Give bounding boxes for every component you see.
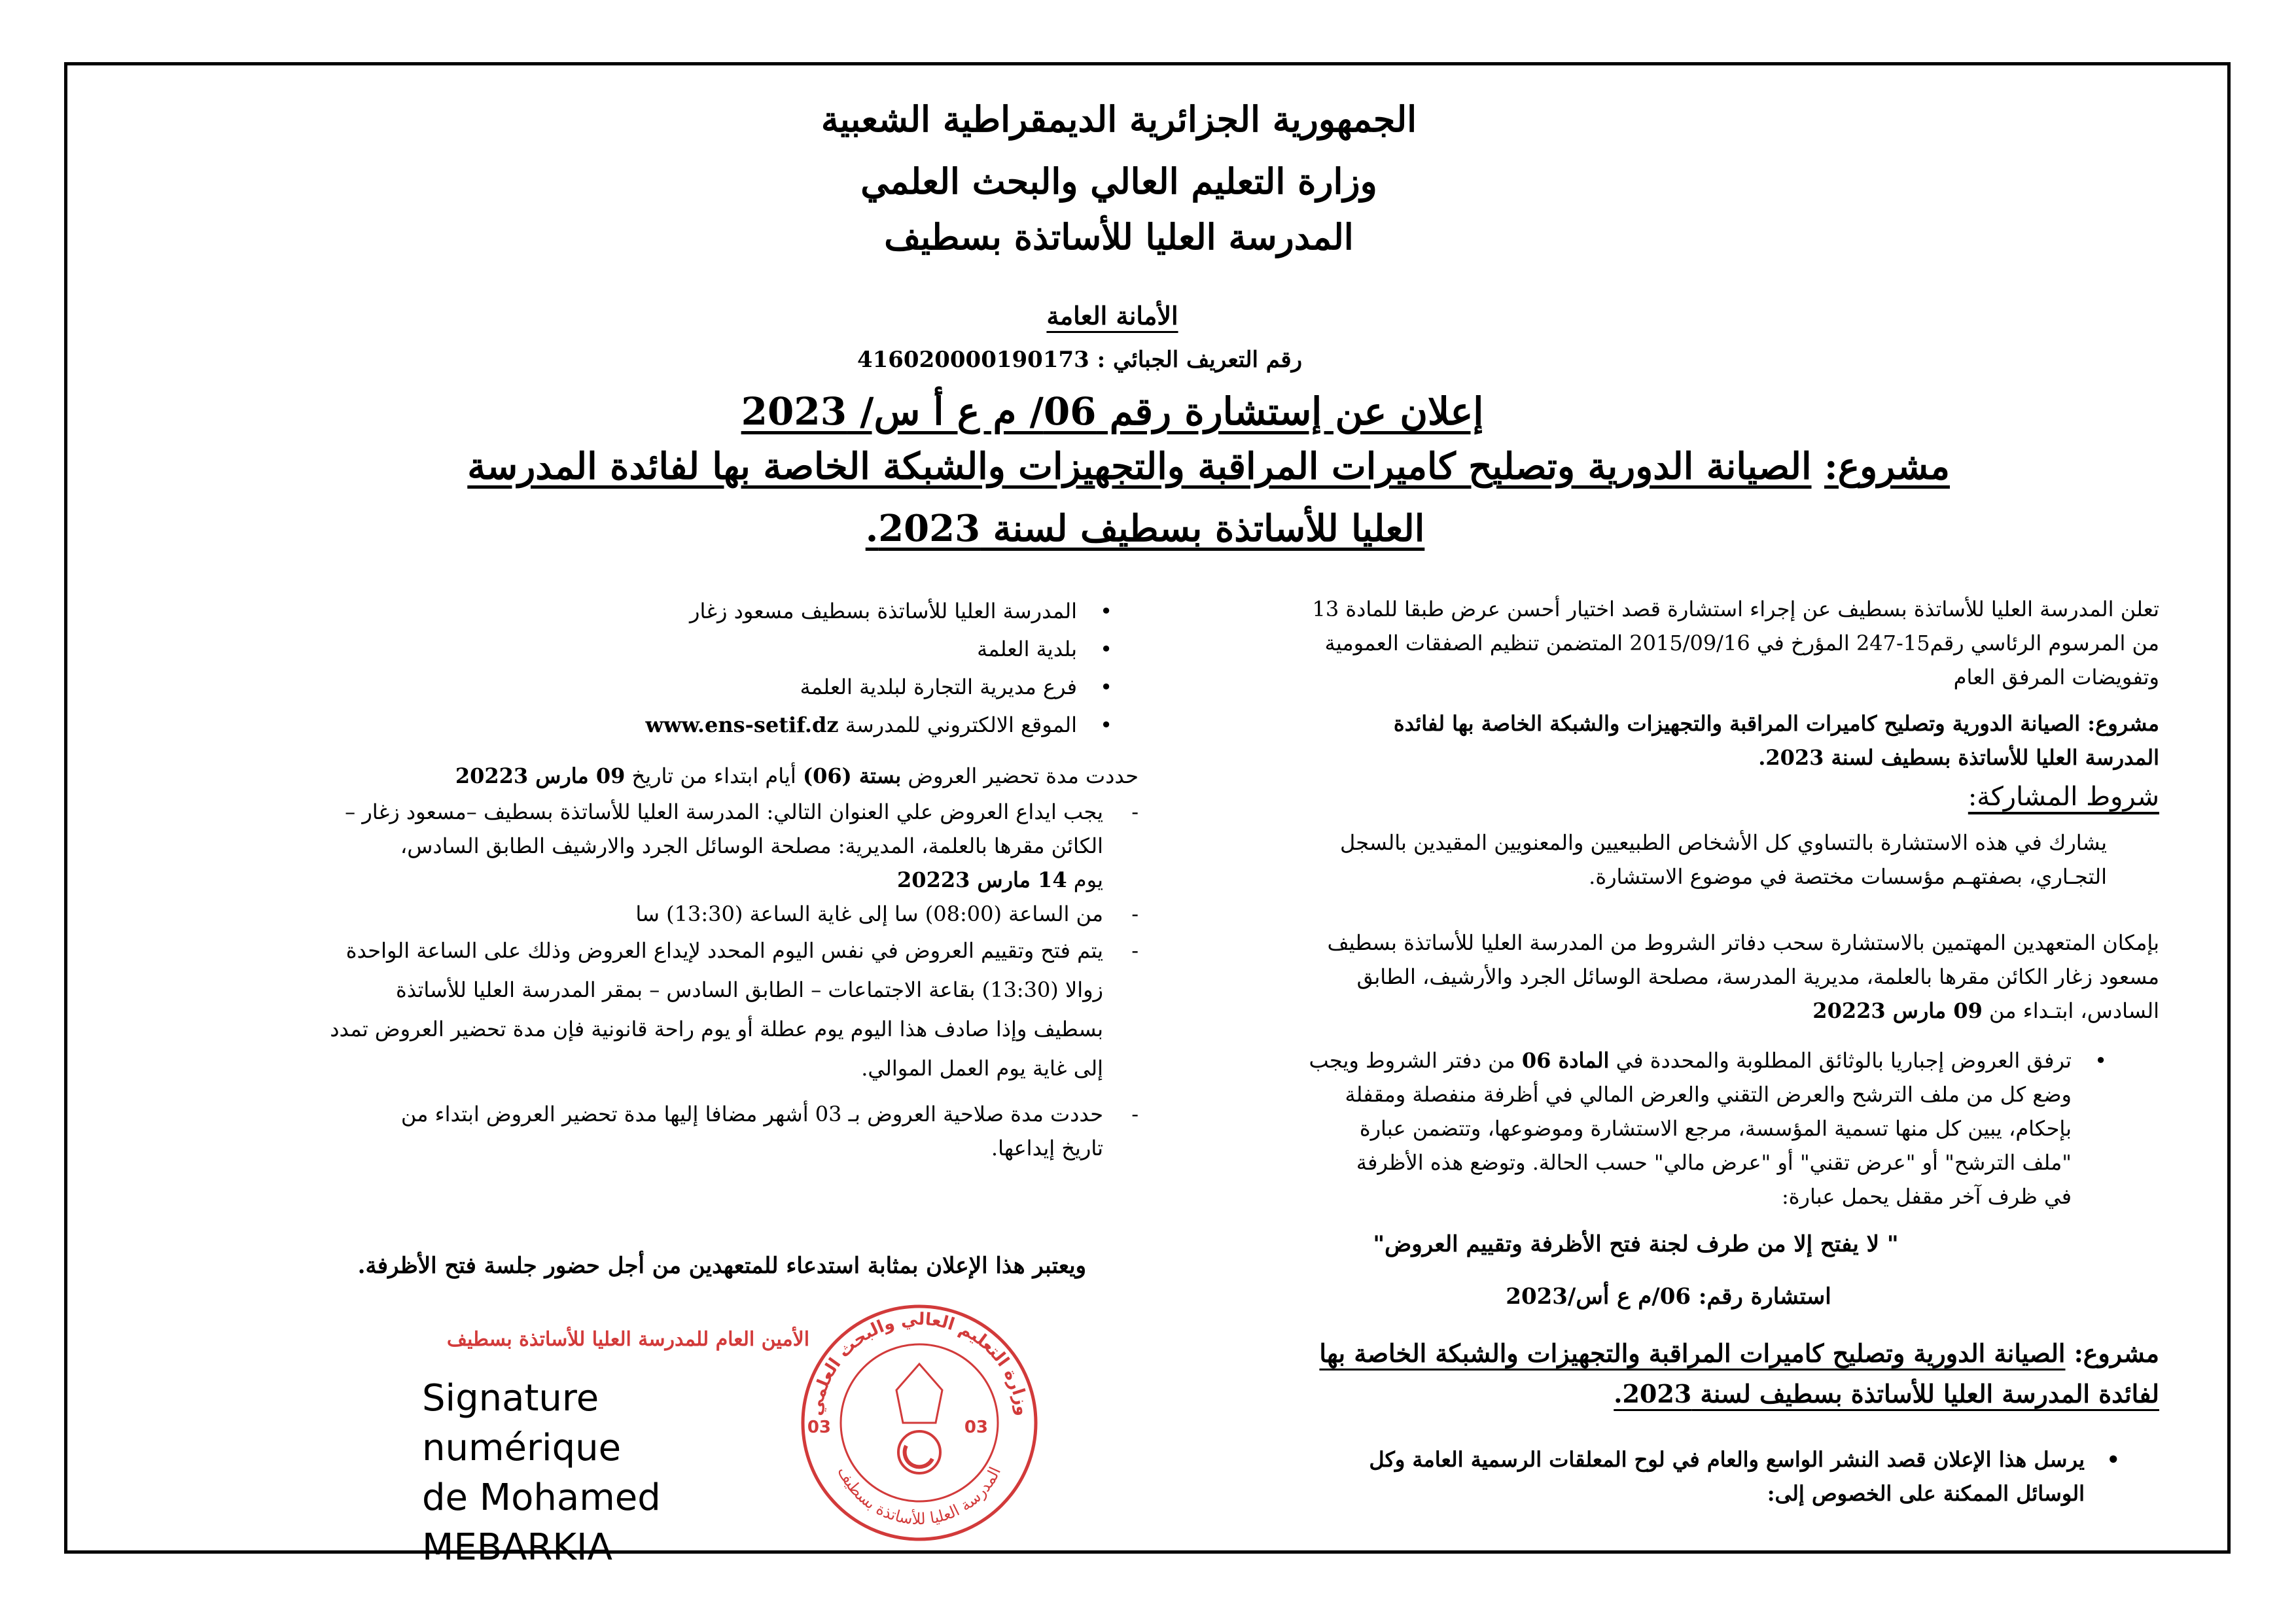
recipient-item: • الموقع الالكتروني للمدرسة www.ens-setif.dz bbox=[497, 706, 1112, 744]
validity-item: - حددت مدة صلاحية العروض بـ 03 أشهر مضافا إليها مدة تحضير العروض ابتداء من تاريخ إيداعها. bbox=[131, 1097, 1139, 1165]
stamp-title: الأمين العام للمدرسة العليا للأساتذة بسطيف bbox=[446, 1328, 810, 1351]
project-2-label: مشروع: bbox=[2074, 1338, 2159, 1368]
intro-line-3: وتفويضات المرفق العام bbox=[1953, 665, 2159, 689]
right-project bbox=[1152, 707, 2159, 775]
recipients-list bbox=[497, 592, 1112, 744]
consultation-ref: استشارة رقم: 06/م ع أس/2023 bbox=[1506, 1283, 1831, 1310]
digital-signature bbox=[422, 1374, 788, 1573]
invitation-note: ويعتبر هذا الإعلان بمثابة استدعاء للمتعهدين من أجل حضور جلسة فتح الأظرفة. bbox=[357, 1253, 1086, 1279]
recipient-item: • بلدية العلمة bbox=[497, 630, 1112, 668]
ministry-heading: وزارة التعليم العالي والبحث العلمي bbox=[860, 160, 1377, 202]
recipient-item: • فرع مديرية التجارة لبلدية العلمة bbox=[497, 668, 1112, 706]
seal-number-left: 03 bbox=[807, 1418, 831, 1437]
withdraw-date: 09 مارس 20223 bbox=[1812, 998, 1983, 1023]
project-2-line2: لفائدة المدرسة العليا للأساتذة بسطيف لسنة 2023. bbox=[1614, 1379, 2159, 1408]
right-project-line2: المدرسة العليا للأساتذة بسطيف لسنة 2023. bbox=[1758, 745, 2159, 770]
project-heading-line2: العليا للأساتذة بسطيف لسنة 2023. bbox=[865, 507, 1425, 550]
official-seal-icon bbox=[792, 1299, 1047, 1547]
project-heading-label: مشروع: bbox=[1824, 445, 1950, 488]
project-2-line1: الصيانة الدورية وتصليح كاميرات المراقبة والتجهيزات والشبكة الخاصة بها bbox=[1319, 1338, 2066, 1368]
envelope-quote: " لا يفتح إلا من طرف لجنة فتح الأظرفة وتقييم العروض" bbox=[1373, 1231, 1899, 1257]
conditions-paragraph bbox=[1243, 826, 2107, 894]
envelope-bullet-item: • ترفق العروض إجباريا بالوثائق المطلوبة والمحددة في المادة 06 من دفتر الشروط ويجب وضع كل من ملف الترشح والعرض التقني والعرض المالي في أظرفة منفصلة ومقفلة بإحكام، يبين كل منها تسمية المؤسسة، مرجع الاستشارة وموضوعها، وتتضمن عبارة "ملف الترشح" أو "عرض تقني" أو "عرض مالي" حسب الحالة. وتوضع هذه الأظرفة في ظرف آخر مقفل يحمل عبارة: bbox=[1152, 1043, 2107, 1213]
right-project-label: مشروع: bbox=[2087, 711, 2159, 736]
duration-line: حددت مدة تحضير العروض بستة (06) أيام ابتداء من تاريخ 09 مارس 20223 bbox=[455, 763, 1139, 788]
website-link[interactable]: www.ens-setif.dz bbox=[645, 712, 839, 737]
withdraw-paragraph bbox=[1152, 926, 2159, 1028]
project-heading bbox=[353, 445, 1950, 488]
publish-bullet: • يرسل هذا الإعلان قصد النشر الواسع والعام في لوح المعلقات الرسمية العامة وكل الوسائل الممكنة على الخصوص إلى: bbox=[1230, 1442, 2120, 1510]
project-2 bbox=[1230, 1333, 2159, 1414]
recipient-item: • المدرسة العليا للأساتذة بسطيف مسعود زغار bbox=[497, 592, 1112, 630]
conditions-title: شروط المشاركة: bbox=[1968, 782, 2159, 812]
withdraw-line-3: السادس، ابتـداء من bbox=[1989, 998, 2159, 1023]
intro-line-1: تعلن المدرسة العليا للأساتذة بسطيف عن إجراء استشارة قصد اختيار أحسن عرض طبقا للمادة 13 bbox=[1312, 597, 2159, 621]
signature-line-1: Signature numérique bbox=[422, 1377, 622, 1469]
project-heading-line1: الصيانة الدورية وتصليح كاميرات المراقبة والتجهيزات والشبكة الخاصة بها لفائدة المدرسة bbox=[467, 445, 1812, 488]
intro-paragraph bbox=[1152, 592, 2159, 694]
tax-id-label: رقم التعريف الجبائي : bbox=[1097, 347, 1303, 373]
withdraw-line-1: بإمكان المتعهدين المهتمين بالاستشارة سحب دفاتر الشروط من المدرسة العليا للأساتذة بسطيف bbox=[1327, 930, 2159, 955]
hours-item: - من الساعة (08:00) سا إلى غاية الساعة (13:30) سا bbox=[131, 897, 1139, 931]
announcement-title: إعلان عن إستشارة رقم 06/ م ع أ س/ 2023 bbox=[741, 389, 1484, 434]
school-heading: المدرسة العليا للأساتذة بسطيف bbox=[884, 216, 1354, 258]
tax-id-value: 416020000190173 bbox=[857, 347, 1089, 373]
envelope-bullet bbox=[1152, 1043, 2107, 1213]
signature-line-2: de Mohamed bbox=[422, 1476, 661, 1519]
withdraw-line-2: مسعود زغار الكائن مقرها بالعلمة، مديرية المدرسة، مصلحة الوسائل الجرد والأرشيف، الطابق bbox=[1356, 964, 2159, 989]
seal-bottom-text: المدرسة العليا للأساتذة بسطيف bbox=[834, 1463, 1005, 1529]
opening-item: - يتم فتح وتقييم العروض في نفس اليوم المحدد لإيداع العروض وذلك على الساعة الواحدة زوالا (13:30) بقاعة الاجتماعات – الطابق السادس – بمقر المدرسة العليا للأساتذة بسطيف وإذا صادف هذا اليوم يوم عطلة أو يوم راحة قانونية فإن مدة تحضير العروض تمدد إلى غاية يوم العمل الموالي. bbox=[131, 931, 1139, 1088]
right-project-line1: الصيانة الدورية وتصليح كاميرات المراقبة والتجهيزات والشبكة الخاصة بها لفائدة bbox=[1393, 711, 2081, 736]
seal-number-right: 03 bbox=[964, 1418, 988, 1437]
signature-line-3: MEBARKIA bbox=[422, 1526, 612, 1569]
republic-heading: الجمهورية الجزائرية الديمقراطية الشعبية bbox=[821, 98, 1417, 140]
general-secretariat: الأمانة العامة bbox=[1046, 301, 1178, 330]
conditions-line-1: يشارك في هذه الاستشارة بالتساوي كل الأشخاص الطبيعيين والمعنويين المقيدين بالسجل bbox=[1340, 830, 2107, 855]
intro-line-2: من المرسوم الرئاسي رقم15-247 المؤرخ في 2015/09/16 المتضمن تنظيم الصفقات العمومية bbox=[1324, 631, 2159, 655]
seal-top-text: وزارة التعليم العالي والبحث العلمي bbox=[806, 1309, 1033, 1418]
conditions-line-2: التجـاري، بصفتهـم مؤسسات مختصة في موضوع الاستشارة. bbox=[1589, 864, 2107, 889]
deposit-item: - يجب ايداع العروض علي العنوان التالي: المدرسة العليا للأساتذة بسطيف –مسعود زغار – الكائن مقرها بالعلمة، المديرية: مصلحة الوسائل الجرد والارشيف الطابق السادس، يوم 14 مارس 20223 bbox=[131, 795, 1139, 897]
conditions-dash-list bbox=[131, 795, 1139, 1165]
publish-notice bbox=[1230, 1442, 2120, 1510]
tax-id bbox=[851, 347, 1309, 373]
